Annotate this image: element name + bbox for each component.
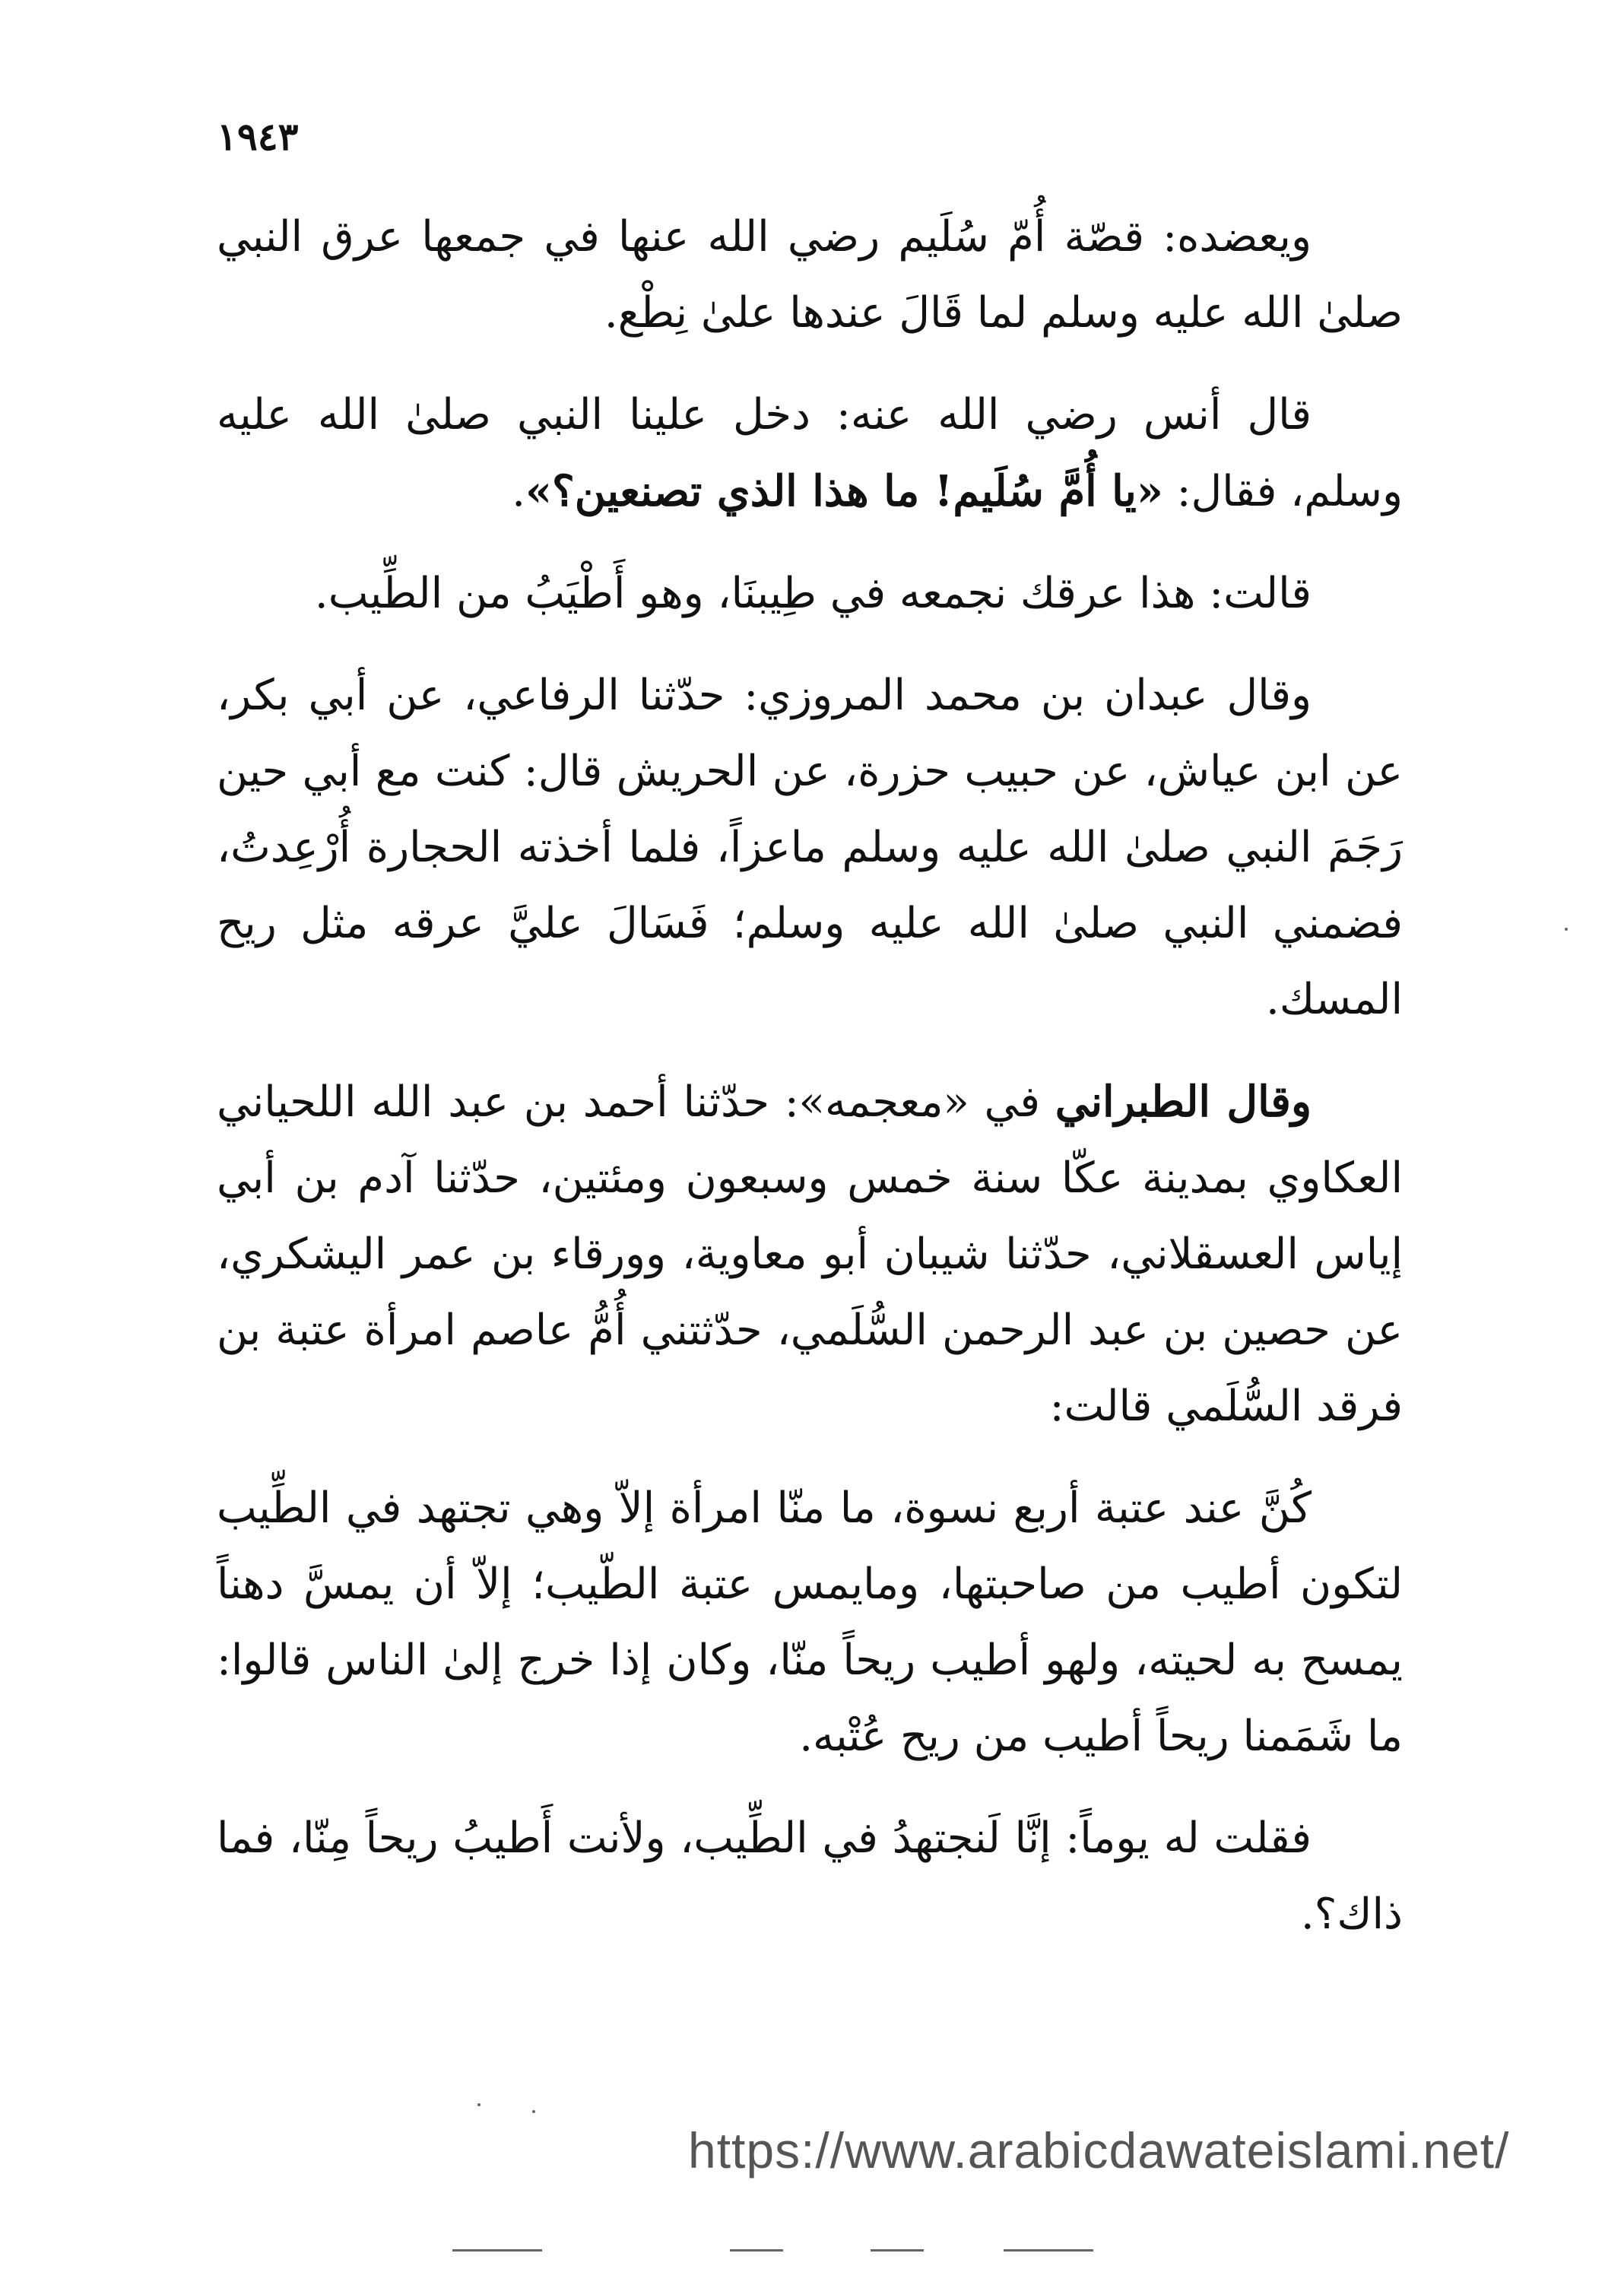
page-number: ١٩٤٣ <box>217 114 299 159</box>
paragraph-2 <box>217 377 1403 530</box>
scan-edge-line <box>1004 2249 1093 2252</box>
paragraph-4: وقال عبدان بن محمد المروزي: حدّثنا الرفاعي، عن أبي بكر، عن ابن عياش، عن حبيب حزرة، عن الحريش قال: كنت مع أبي حين رَجَمَ النبي صلىٰ الله عليه وسلم ماعزاً، فلما أخذته الحجارة أُرْعِدتُ، فضمني النبي صلىٰ الله عليه وسلم؛ فَسَالَ عليَّ عرقه مثل ريح المسك. <box>217 671 1403 1024</box>
paragraph-2-lead: قال أنس رضي الله عنه: دخل علينا النبي صلىٰ الله عليه وسلم، فقال: <box>217 390 1403 516</box>
scan-edge-line <box>871 2249 924 2252</box>
source-url-watermark: https://www.arabicdawateislami.net/ <box>688 2122 1510 2179</box>
paragraph-7: فقلت له يوماً: إنَّا لَنجتهدُ في الطِّيب، ولأنت أَطيبُ ريحاً مِنّا، فما ذاك؟. <box>217 1814 1403 1939</box>
paragraph-1: ويعضده: قصّة أُمّ سُلَيم رضي الله عنها في جمعها عرق النبي صلىٰ الله عليه وسلم لما قَالَ عندها علىٰ نِطْع. <box>217 212 1403 338</box>
paragraph-3: قالت: هذا عرقك نجمعه في طِيبنَا، وهو أَطْيَبُ من الطِّيب. <box>314 569 1312 618</box>
paragraph-2-tail: . <box>512 467 526 516</box>
tabarani-lead: وقال الطبراني <box>1055 1077 1312 1127</box>
scan-speck <box>477 2103 481 2106</box>
paragraph-6: كُنَّ عند عتبة أربع نسوة، ما منّا امرأة إلاّ وهي تجتهد في الطِّيب لتكون أطيب من صاحبتها، ومايمس عتبة الطّيب؛ إلاّ أن يمسَّ دهناً يمسح به لحيته، ولهو أطيب ريحاً منّا، وكان إذا خرج إلىٰ الناس قالوا: ما شَمَمنا ريحاً أطيب من ريح عُتْبه. <box>217 1484 1403 1761</box>
scan-edge-line <box>452 2249 542 2252</box>
scan-speck <box>1565 928 1568 931</box>
paragraph-5-tail: في «معجمه»: حدّثنا أحمد بن عبد الله اللحياني العكاوي بمدينة عكّا سنة خمس وسبعون ومئتين، حدّثنا آدم بن أبي إياس العسقلاني، حدّثنا شيبان أبو معاوية، وورقاء بن عمر اليشكري، عن حصين بن عبد الرحمن السُّلَمي، حدّثتني أُمُّ عاصم امرأة عتبة بن فرقد السُّلَمي قالت: <box>217 1077 1404 1431</box>
paragraph-5 <box>217 1064 1403 1445</box>
prophet-quote: «يا أُمَّ سُلَيم! ما هذا الذي تصنعين؟» <box>525 466 1163 516</box>
body-text <box>217 199 1403 1979</box>
scan-edge-line <box>730 2249 783 2252</box>
scan-speck <box>532 2110 535 2113</box>
